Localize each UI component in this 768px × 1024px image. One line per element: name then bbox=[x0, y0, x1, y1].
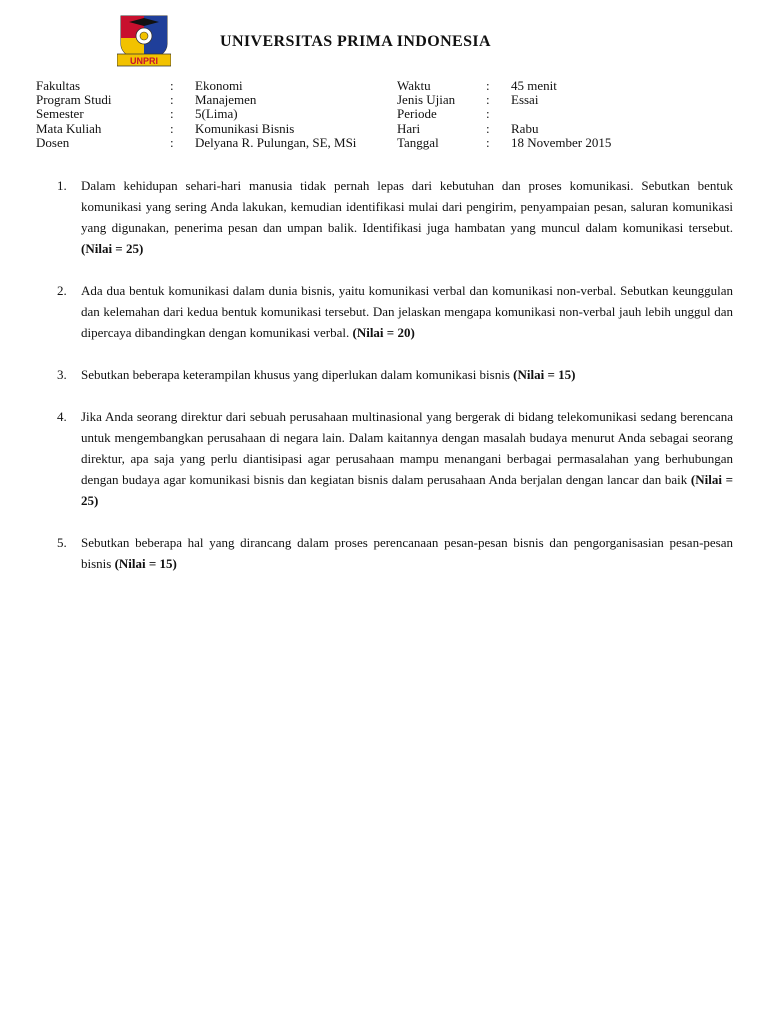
question-body bbox=[81, 280, 733, 343]
info-value: Ekonomi bbox=[195, 78, 243, 93]
question-text: Dalam kehidupan sehari-hari manusia tidak pernah lepas dari kebutuhan dan proses komunikasi. Sebutkan bentuk komunikasi yang sering Anda lakukan, kemudian identifikasi mulai dari pengirim, penyampaian pesan, saluran komunikasi yang digunakan, penerima pesan dan umpan balik. Identifikasi juga hambatan yang muncul dalam komunikasi tersebut. bbox=[81, 178, 733, 235]
question-number: 1. bbox=[57, 178, 67, 193]
info-value: Komunikasi Bisnis bbox=[195, 120, 295, 136]
question-text: Ada dua bentuk komunikasi dalam dunia bisnis, yaitu komunikasi verbal dan komunikasi non-verbal. Sebutkan keunggulan dan kelemahan dari kedua bentuk komunikasi tersebut. Dan jelaskan mengapa komunikasi non-verbal jauh lebih unggul dan dipercaya dibandingkan dengan komunikasi verbal. bbox=[81, 283, 733, 340]
question-item bbox=[57, 364, 733, 385]
info-value: Delyana R. Pulungan, SE, MSi bbox=[195, 134, 357, 150]
info-value: 18 November 2015 bbox=[511, 134, 612, 150]
info-colon: : bbox=[486, 78, 490, 93]
question-number: 4. bbox=[57, 409, 67, 424]
question-score: (Nilai = 20) bbox=[352, 325, 415, 340]
info-value: 45 menit bbox=[511, 78, 557, 93]
question-number: 2. bbox=[57, 283, 67, 298]
question-text: Sebutkan beberapa hal yang dirancang dalam proses perencanaan pesan-pesan bisnis dan pengorganisasian pesan-pesan bisnis bbox=[81, 535, 733, 571]
info-colon: : bbox=[170, 134, 174, 150]
question-score: (Nilai = 25) bbox=[81, 241, 144, 256]
info-label: Tanggal bbox=[397, 134, 439, 150]
logo-text: UNPRI bbox=[129, 56, 159, 66]
info-colon: : bbox=[486, 134, 490, 150]
question-score: (Nilai = 15) bbox=[114, 556, 177, 571]
info-colon: : bbox=[486, 120, 490, 136]
info-label: Program Studi bbox=[36, 92, 112, 108]
question-item bbox=[57, 280, 733, 343]
info-label: Fakultas bbox=[36, 78, 81, 93]
info-colon: : bbox=[486, 92, 490, 108]
info-colon: : bbox=[486, 106, 490, 122]
exam-info-right-labels bbox=[397, 79, 455, 150]
question-score: (Nilai = 15) bbox=[513, 367, 576, 382]
info-colon: : bbox=[170, 106, 174, 122]
info-label: Periode bbox=[397, 106, 437, 122]
question-text: Sebutkan beberapa keterampilan khusus yang diperlukan dalam komunikasi bisnis bbox=[81, 367, 510, 382]
question-score: (Nilai = 25) bbox=[81, 472, 733, 508]
question-list bbox=[57, 175, 733, 595]
exam-info-left-labels bbox=[36, 79, 111, 150]
question-body bbox=[81, 364, 733, 385]
exam-info-left-values bbox=[195, 79, 356, 150]
info-value bbox=[511, 107, 611, 121]
exam-info-right-colons bbox=[486, 79, 490, 150]
info-value: Manajemen bbox=[195, 92, 257, 108]
question-number: 5. bbox=[57, 535, 67, 550]
question-item bbox=[57, 175, 733, 259]
info-label: Semester bbox=[36, 106, 84, 122]
info-value: 5(Lima) bbox=[195, 106, 238, 122]
info-value: Rabu bbox=[511, 120, 539, 136]
info-value: Essai bbox=[511, 92, 539, 108]
info-label: Jenis Ujian bbox=[397, 92, 456, 108]
question-body bbox=[81, 175, 733, 259]
question-number: 3. bbox=[57, 367, 67, 382]
exam-info-left-colons bbox=[170, 79, 174, 150]
info-label: Hari bbox=[397, 120, 421, 136]
page-title: UNIVERSITAS PRIMA INDONESIA bbox=[220, 33, 491, 50]
info-label: Waktu bbox=[397, 78, 431, 93]
question-item bbox=[57, 532, 733, 574]
info-colon: : bbox=[170, 78, 174, 93]
question-item bbox=[57, 406, 733, 511]
question-text: Jika Anda seorang direktur dari sebuah perusahaan multinasional yang bergerak di bidang telekomunikasi sedang berencana untuk mengembangkan perusahaan di negara lain. Dalam kaitannya dengan masalah budaya menurut Anda sebagai seorang direktur, apa saja yang perlu diantisipasi agar perusahaan mampu menangani berbagai permasalahan yang berhubungan dengan budaya agar komunikasi bisnis dan kegiatan bisnis dalam perusahaan Anda berjalan dengan lancar dan baik bbox=[81, 409, 733, 487]
exam-info-right-values bbox=[511, 79, 611, 150]
info-colon: : bbox=[170, 120, 174, 136]
university-logo bbox=[117, 14, 171, 68]
question-body bbox=[81, 406, 733, 511]
question-body bbox=[81, 532, 733, 574]
info-colon: : bbox=[170, 92, 174, 108]
info-label: Dosen bbox=[36, 134, 70, 150]
info-label: Mata Kuliah bbox=[36, 120, 102, 136]
